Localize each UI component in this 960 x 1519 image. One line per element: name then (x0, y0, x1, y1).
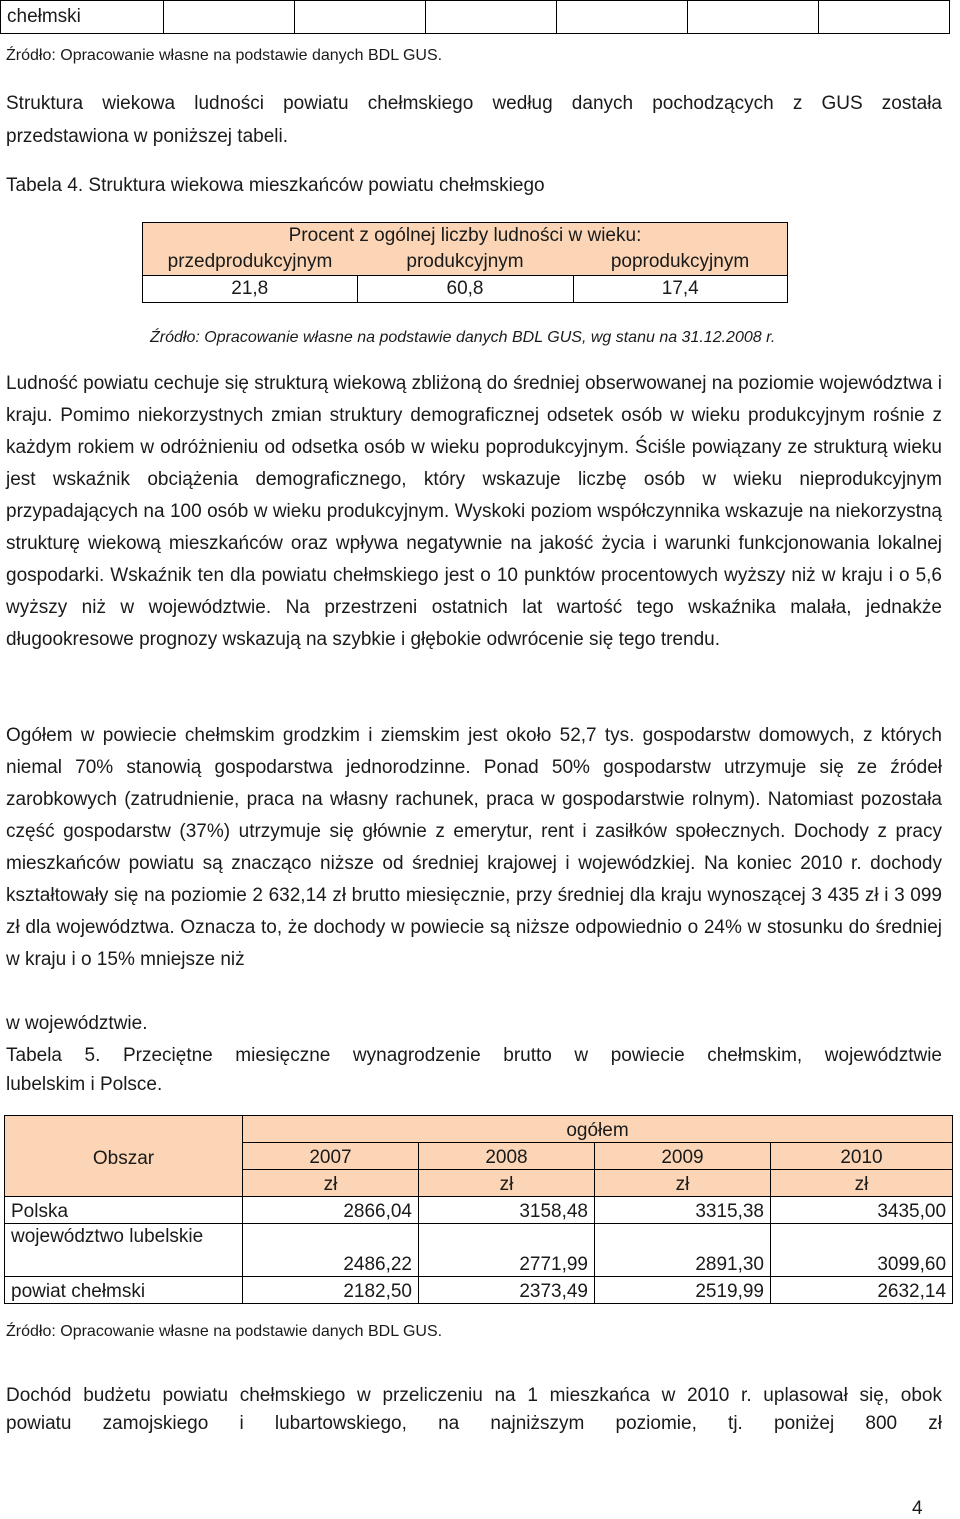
area-header-top (5, 1116, 243, 1143)
value-cell: 3315,38 (595, 1197, 771, 1224)
col-poprodukcyjnym: poprodukcyjnym (573, 249, 788, 276)
table-row (5, 1197, 953, 1224)
fragment-cell (295, 1, 426, 34)
salary-table (4, 1115, 953, 1304)
area-header: Obszar (5, 1143, 243, 1170)
fragment-label-cell: chełmski (1, 1, 164, 34)
area-name: województwo lubelskie (5, 1224, 243, 1277)
value-cell: 3099,60 (771, 1224, 953, 1277)
year-2007: 2007 (243, 1143, 419, 1170)
value-cell: 2486,22 (243, 1224, 419, 1277)
fragment-cell (819, 1, 950, 34)
table5-caption-line-1: Tabela 5. Przeciętne miesięczne wynagrodzenie brutto w powiecie chełmskim, województwie (6, 1045, 942, 1066)
previous-table-fragment (0, 0, 950, 34)
area-name: powiat chełmski (5, 1277, 243, 1304)
intro-line-2: przedstawiona w poniższej tabeli. (6, 126, 288, 147)
col-produkcyjnym: produkcyjnym (357, 249, 573, 276)
fragment-cell (426, 1, 557, 34)
table5-caption-line-2: lubelskim i Polsce. (6, 1074, 163, 1095)
value-cell: 3158,48 (419, 1197, 595, 1224)
value-cell: 3435,00 (771, 1197, 953, 1224)
value-cell: 2632,14 (771, 1277, 953, 1304)
fragment-cell (557, 1, 688, 34)
year-2008: 2008 (419, 1143, 595, 1170)
group-header: ogółem (243, 1116, 953, 1143)
value-przedprodukcyjnym: 21,8 (143, 276, 358, 303)
value-cell: 2373,49 (419, 1277, 595, 1304)
value-poprodukcyjnym: 17,4 (573, 276, 788, 303)
closing-line-1: Dochód budżetu powiatu chełmskiego w przeliczeniu na 1 mieszkańca w 2010 r. uplasował się, obok (6, 1385, 942, 1406)
closing-line-2: powiatu zamojskiego i lubartowskiego, na najniższym poziomie, tj. poniżej 800 zł (6, 1413, 942, 1434)
table-row (5, 1277, 953, 1304)
area-name: Polska (5, 1197, 243, 1224)
fragment-cell (688, 1, 819, 34)
table-row (5, 1224, 953, 1277)
unit-2009: zł (595, 1170, 771, 1197)
value-cell: 2182,50 (243, 1277, 419, 1304)
area-header-bottom (5, 1170, 243, 1197)
unit-2008: zł (419, 1170, 595, 1197)
value-produkcyjnym: 60,8 (357, 276, 573, 303)
value-cell: 2891,30 (595, 1224, 771, 1277)
value-cell: 2519,99 (595, 1277, 771, 1304)
year-2010: 2010 (771, 1143, 953, 1170)
paragraph-households-end: w województwie. (6, 1013, 148, 1034)
fragment-cell (164, 1, 295, 34)
table4-source: Źródło: Opracowanie własne na podstawie danych BDL GUS, wg stanu na 31.12.2008 r. (150, 329, 776, 346)
table4-header: Procent z ogólnej liczby ludności w wieku: (143, 223, 788, 250)
intro-line-1: Struktura wiekowa ludności powiatu chełmskiego według danych pochodzących z GUS została (6, 93, 942, 114)
age-structure-table (142, 222, 788, 303)
page-number: 4 (912, 1498, 923, 1519)
col-przedprodukcyjnym: przedprodukcyjnym (143, 249, 358, 276)
value-cell: 2771,99 (419, 1224, 595, 1277)
table5-source: Źródło: Opracowanie własne na podstawie danych BDL GUS. (6, 1323, 443, 1340)
year-2009: 2009 (595, 1143, 771, 1170)
unit-2010: zł (771, 1170, 953, 1197)
paragraph-households: Ogółem w powiecie chełmskim grodzkim i ziemskim jest około 52,7 tys. gospodarstw domowych, z których niemal 70% stanowią gospodarstwa jednorodzinne. Ponad 50% gospodarstw utrzymuje się ze źródeł zarobkowych (zatrudnienie, praca na własny rachunek, praca w gospodarstwie rolnym). Natomiast pozostała część gospodarstw (37%) utrzymuje się głównie z emerytur, rent i zasiłków społecznych. Dochody z pracy mieszkańców powiatu są znacząco niższe od średniej krajowej i wojewódzkiej. Na koniec 2010 r. dochody kształtowały się na poziomie 2 632,14 zł brutto miesięcznie, przy średniej dla kraju wynoszącej 3 435 zł i 3 099 zł dla województwa. Oznacza to, że dochody w powiecie są niższe odpowiednio o 24% w stosunku do średniej w kraju i o 15% mniejsze niż (6, 725, 942, 970)
table4-caption: Tabela 4. Struktura wiekowa mieszkańców powiatu chełmskiego (6, 175, 545, 196)
source-note-1: Źródło: Opracowanie własne na podstawie danych BDL GUS. (6, 47, 443, 64)
unit-2007: zł (243, 1170, 419, 1197)
paragraph-age-structure: Ludność powiatu cechuje się strukturą wiekową zbliżoną do średniej obserwowanej na poziomie województwa i kraju. Pomimo niekorzystnych zmian struktury demograficznej odsetek osób w wieku produkcyjnym rośnie z każdym rokiem w odróżnieniu od odsetka osób w wieku poprodukcyjnym. Ściśle powiązany ze strukturą wieku jest wskaźnik obciążenia demograficznego, który wskazuje liczbę osób w wieku nieprodukcyjnym przypadających na 100 osób w wieku produkcyjnym. Wyskoki poziom współczynnika wskazuje na niekorzystną strukturę wiekową mieszkańców oraz wpływa negatywnie na jakość życia i warunki funkcjonowania lokalnej gospodarki. Wskaźnik ten dla powiatu chełmskiego jest o 10 punktów procentowych wyższy niż w kraju i o 5,6 wyższy niż w województwie. Na przestrzeni ostatnich lat wartość tego wskaźnika malała, jednakże długookresowe prognozy wskazują na szybkie i głębokie odwrócenie się tego trendu. (6, 373, 942, 650)
value-cell: 2866,04 (243, 1197, 419, 1224)
